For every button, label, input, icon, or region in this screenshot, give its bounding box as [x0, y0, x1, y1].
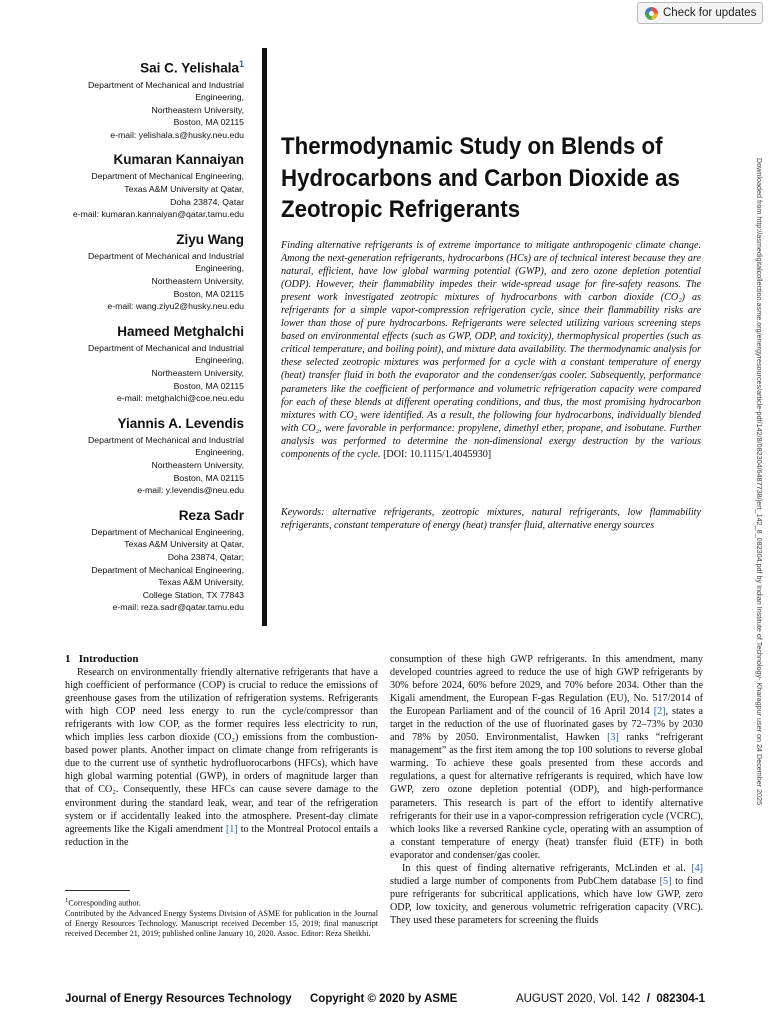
author-list [0, 56, 244, 624]
journal-name: Journal of Energy Resources Technology [65, 993, 292, 1005]
author-block [0, 415, 244, 497]
author-affiliation-line: Northeastern University, [151, 459, 244, 470]
citation-link[interactable]: [1] [225, 823, 238, 835]
author-affiliation-line: Engineering, [195, 92, 244, 103]
author-affiliation-line: Department of Mechanical and Industrial [88, 434, 244, 445]
intro-paragraph-1-cont: consumption of these high GWP refrigerants. In this amendment, many developed countries agreed to reduce the use of high GWP refrigerants by 30% before 2024, 60% before 2029, and 70% before 2034. Other than the Kigali amendment, the European F-gas Regulation (EU), No. 517/2014 of the European Parliament and of the council of 16 April 2014 [2], states a target in the reduction of the use of fluorinated gases by 72–73% by 2030 and 78% by 2050. Environmentalist, Hawken [3] ranks “refrigerant management” as the first item among the top 100 solutions to reverse global warming. To achieve these goals presented from these accords and regulations, a quest for alternative refrigerants is required, which have low GWP, zero ozone depletion potential (ODP), and high-performance parameters. This research is part of the effort to identify alternative refrigerants for their use in a vapor-compression refrigeration cycle (VCRC), which looks like a reversed Rankine cycle, operating with an assumption of a constant temperature of energy (heat) transfer fluid (ETF) in both evaporator and condenser/gas cooler. [390, 654, 704, 861]
citation-link[interactable]: [2] [653, 706, 666, 718]
author-email[interactable]: e-mail: yelishala.s@husky.neu.edu [110, 129, 244, 140]
author-affiliation-line: Engineering, [195, 263, 244, 274]
author-affiliation-line: Texas A&M University at Qatar, [124, 184, 244, 195]
author-affiliation-line: Northeastern University, [151, 368, 244, 378]
author-affiliation-line: Texas A&M University at Qatar, [124, 539, 244, 550]
author-email[interactable]: e-mail: kumaran.kannaiyan@qatar.tamu.edu [72, 209, 244, 220]
section-heading: 1 Introduction [65, 653, 139, 665]
author-affiliation-line: Department of Mechanical and Industrial [88, 79, 244, 90]
crossmark-icon [645, 7, 658, 20]
download-notice: Downloaded from http://asmedigitalcollection.asme.org/energyresources/article-pdf/142/8/082304/6487738/jert_142_8_082304.pdf by Indian Institute of Technology- Kharagpur user on 24 December 2025 [755, 158, 764, 806]
abstract-text: Finding alternative refrigerants is of extreme importance to mitigate anthropogenic climate change. Among the next-generation refrigerants, hydrocarbons (HCs) are of technical interest because they are natural, efficient, have low global warming potential (GWP), and zero ozone depletion potential (ODP). However, their flammability impedes their wide-spread usage for fire-safety reasons. The present work investigated zeotropic mixtures of hydrocarbons with carbon dioxide (CO₂) as refrigerants for a simple vapor-compression refrigeration cycle, since their flammability risks are lower than those of pure hydrocarbons. Refrigerants were selected utilizing various screening steps based on environmental effects (such as GWP, ODP, and toxicity), thermophysical properties (such as critical temperature, and boiling point), and mixture data availability. The thermodynamic analysis for these selected zeotropic mixtures was performed for a cycle with a constant temperature of energy (heat) transfer fluid in both the evaporator and the condenser/gas cooler. Subsequently, performance parameters like the coefficient of performance and volumetric refrigeration capacity were compared for each of these blends at different operating conditions, and thus, the most promising hydrocarbon mixtures with CO₂ were identified. As a result, the following four hydrocarbons, individually blended with CO₂, were favorable in performance: propylene, dimethyl ether, propane, and isobutane. Further analysis was performed to determine the non-dimensional exergy destruction by the various components of the cycle. [281, 240, 701, 460]
author-affiliation-line: Department of Mechanical and Industrial [88, 342, 244, 353]
author-affiliation-line: Northeastern University, [151, 276, 244, 287]
abstract [281, 239, 701, 461]
author-affiliation-line: Texas A&M University, [158, 577, 244, 588]
check-for-updates-label: Check for updates [663, 7, 757, 19]
citation-link[interactable]: [3] [607, 732, 619, 744]
keywords: Keywords: alternative refrigerants, zeotropic mixtures, natural refrigerants, low flammability refrigerants, constant temperature of energy (heat) transfer fluid, alternative energy sources [281, 507, 701, 532]
author-block [0, 507, 244, 614]
author-name: Hameed Metghalchi [117, 323, 244, 339]
author-block [0, 151, 244, 220]
citation-link[interactable]: [4] [691, 862, 704, 874]
footnote-rule [65, 890, 130, 891]
author-name: Reza Sadr [178, 507, 244, 523]
submission-note: Contributed by the Advanced Energy Systems Division of ASME for publication in the Journal of Energy Resources Technology. Manuscript received December 15, 2019; final manuscript received December 21, 2019; published online January 10, 2020. Assoc. Editor: Reza Sheikhi. [65, 908, 378, 939]
corresponding-note: $^1$Corresponding author. [65, 897, 141, 908]
author-email[interactable]: e-mail: metghalchi@coe.neu.edu [116, 393, 244, 404]
author-block [0, 323, 244, 405]
author-affiliation-line: Department of Mechanical Engineering, [91, 171, 244, 182]
author-affiliation-line: Boston, MA 02115 [173, 117, 244, 128]
author-name: Yiannis A. Levendis [117, 415, 244, 431]
author-affiliation-line: College Station, TX 77843 [142, 589, 244, 600]
intro-paragraph-1: Research on environmentally friendly alternative refrigerants that have a high coefficient of performance (COP) is crucial to reduce the emissions of greenhouse gases from the utilization of refrigeration systems. Refrigerants with high COP need less energy to run the cycle/compressor than refrigerants with low COP, as the former requires less electricity to run, which implies less carbon dioxide (CO₂) emissions from the combustion-based power plants. Another impact on climate change from refrigerants is due to the current use of synthetic hydrofluorocarbons (HFCs), which have high global warming potential (GWP), in orders of magnitude larger than that of CO₂. Consequently, these HFCs can cause severe damage to the environment during the standard leak, wear, and tear of the refrigeration system or if accidentally leaked into the atmosphere. Present-day climate agreements like the Kigali amendment [1] to the Montreal Protocol entails a reduction in the [65, 667, 379, 848]
author-affiliation-line: Department of Mechanical Engineering, [91, 564, 244, 575]
paper-title: Thermodynamic Study on Blends of Hydrocarbons and Carbon Dioxide as Zeotropic Refrigerants [281, 133, 680, 223]
author-affiliation-line: Engineering, [195, 355, 244, 366]
author-affiliation-line: Department of Mechanical and Industrial [88, 250, 244, 261]
author-footnote-mark[interactable]: 1 [238, 59, 244, 69]
body-column-left [65, 653, 378, 849]
page-footer [65, 993, 705, 1009]
body-column-right [390, 653, 703, 927]
intro-paragraph-2: In this quest of finding alternative refrigerants, McLinden et al. [4] studied a large number of components from PubChem database [5] to find pure refrigerants for subcritical applications, which have low GWP, zero ODP, low toxicity, and generous volumetric refrigeration capacity (VRC). They used these parameters for screening the fluids [390, 862, 704, 926]
download-sidebar [750, 158, 764, 868]
author-block [0, 56, 244, 141]
author-affiliation-line: Doha 23874, Qatar; [167, 551, 244, 562]
doi-link[interactable]: [DOI: 10.1115/1.4045930] [383, 448, 492, 460]
author-affiliation-line: Doha 23874, Qatar [170, 196, 244, 207]
author-affiliation-line: Boston, MA 02115 [173, 472, 244, 483]
footnotes [65, 896, 378, 940]
check-for-updates-button[interactable] [637, 2, 763, 24]
author-affiliation-line: Northeastern University, [151, 104, 244, 115]
author-email[interactable]: e-mail: reza.sadr@qatar.tamu.edu [112, 602, 244, 613]
author-block [0, 231, 244, 313]
citation-link[interactable]: [5] [659, 875, 672, 887]
title-divider-bar [262, 48, 267, 626]
issue-info: AUGUST 2020, Vol. 142 / 082304-1 [515, 993, 705, 1005]
copyright: Copyright © 2020 by ASME [310, 993, 458, 1005]
author-name: Ziyu Wang [176, 231, 244, 247]
author-email[interactable]: e-mail: wang.ziyu2@husky.neu.edu [107, 301, 244, 312]
author-affiliation-line: Boston, MA 02115 [173, 380, 244, 391]
author-affiliation-line: Department of Mechanical Engineering, [91, 526, 244, 537]
author-name: Sai C. Yelishala$^1$ [140, 59, 244, 76]
author-affiliation-line: Boston, MA 02115 [173, 288, 244, 299]
author-email[interactable]: e-mail: y.levendis@neu.edu [137, 485, 244, 496]
author-name: Kumaran Kannaiyan [113, 152, 244, 168]
author-affiliation-line: Engineering, [195, 447, 244, 458]
